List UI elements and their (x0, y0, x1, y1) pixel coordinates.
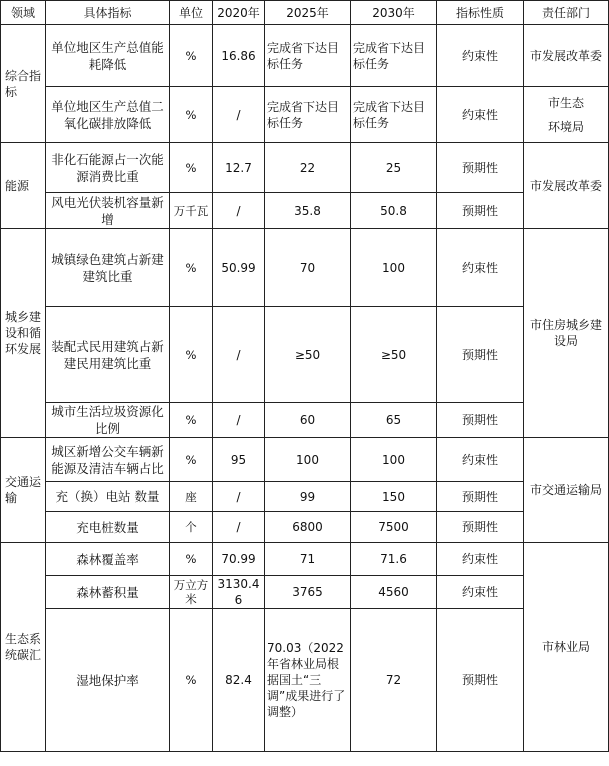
table-row (1, 25, 609, 87)
indicator-cell: 城市生活垃圾资源化比例 (46, 403, 170, 438)
value-2020: / (213, 512, 265, 543)
value-2020: 3130.46 (213, 576, 265, 609)
table-row (1, 576, 609, 609)
unit-cell: % (170, 543, 213, 576)
table-row (1, 87, 609, 143)
value-2025: 3765 (265, 576, 351, 609)
value-2020: 16.86 (213, 25, 265, 87)
unit-cell: % (170, 229, 213, 307)
dept-ndrc-1: 市发展改革委 (524, 25, 609, 87)
domain-comprehensive: 综合指标 (1, 25, 46, 143)
value-2020: / (213, 307, 265, 403)
value-2025: 71 (265, 543, 351, 576)
value-2020: / (213, 403, 265, 438)
value-2025: 99 (265, 482, 351, 512)
value-2020: 95 (213, 438, 265, 482)
header-nature: 指标性质 (437, 1, 524, 25)
nature-cell: 预期性 (437, 482, 524, 512)
table-row (1, 229, 609, 307)
unit-cell: % (170, 87, 213, 143)
value-2025: 6800 (265, 512, 351, 543)
dept-ndrc-2: 市发展改革委 (524, 143, 609, 229)
unit-cell: % (170, 307, 213, 403)
header-dept: 责任部门 (524, 1, 609, 25)
value-2025: ≥50 (265, 307, 351, 403)
nature-cell: 约束性 (437, 543, 524, 576)
value-2025: 完成省下达目标任务 (265, 87, 351, 143)
nature-cell: 约束性 (437, 229, 524, 307)
nature-cell: 约束性 (437, 25, 524, 87)
value-2030: 100 (351, 229, 437, 307)
indicator-cell: 森林蓄积量 (46, 576, 170, 609)
value-2025: 完成省下达目标任务 (265, 25, 351, 87)
indicator-cell: 非化石能源占一次能源消费比重 (46, 143, 170, 193)
table-row (1, 609, 609, 752)
header-unit: 单位 (170, 1, 213, 25)
value-2030: 150 (351, 482, 437, 512)
value-2025: 35.8 (265, 193, 351, 229)
domain-ecology: 生态系统碳汇 (1, 543, 46, 752)
indicator-cell: 单位地区生产总值二氧化碳排放降低 (46, 87, 170, 143)
nature-cell: 预期性 (437, 307, 524, 403)
dept-transport: 市交通运输局 (524, 438, 609, 543)
value-2030: 65 (351, 403, 437, 438)
dept-eco-env (524, 87, 609, 143)
table-row (1, 307, 609, 403)
header-row (1, 1, 609, 25)
dept-housing: 市住房城乡建设局 (524, 229, 609, 438)
unit-cell: % (170, 609, 213, 752)
value-2025: 70 (265, 229, 351, 307)
indicator-cell: 装配式民用建筑占新建民用建筑比重 (46, 307, 170, 403)
value-2020: 12.7 (213, 143, 265, 193)
value-2030: 完成省下达目标任务 (351, 25, 437, 87)
value-2020: 82.4 (213, 609, 265, 752)
table-row (1, 403, 609, 438)
unit-cell: % (170, 403, 213, 438)
value-2030: 50.8 (351, 193, 437, 229)
value-2020: / (213, 87, 265, 143)
header-2025: 2025年 (265, 1, 351, 25)
value-2020: 70.99 (213, 543, 265, 576)
unit-cell: 个 (170, 512, 213, 543)
nature-cell: 约束性 (437, 87, 524, 143)
nature-cell: 约束性 (437, 438, 524, 482)
nature-cell: 预期性 (437, 609, 524, 752)
value-2025: 100 (265, 438, 351, 482)
value-2030: 25 (351, 143, 437, 193)
table-row (1, 512, 609, 543)
nature-cell: 预期性 (437, 193, 524, 229)
header-2030: 2030年 (351, 1, 437, 25)
value-2030: 7500 (351, 512, 437, 543)
unit-cell: % (170, 25, 213, 87)
table-row (1, 543, 609, 576)
indicator-cell: 风电光伏装机容量新增 (46, 193, 170, 229)
value-2020: / (213, 193, 265, 229)
value-2025: 60 (265, 403, 351, 438)
dept-eco-env-line2: 环境局 (547, 119, 584, 134)
value-2020: 50.99 (213, 229, 265, 307)
value-2030: 71.6 (351, 543, 437, 576)
unit-cell: 万立方米 (170, 576, 213, 609)
value-2025: 22 (265, 143, 351, 193)
header-domain: 领域 (1, 1, 46, 25)
value-2030: 完成省下达目标任务 (351, 87, 437, 143)
unit-cell: 万千瓦 (170, 193, 213, 229)
indicator-cell: 充电桩数量 (46, 512, 170, 543)
nature-cell: 预期性 (437, 403, 524, 438)
domain-urban: 城乡建设和循环发展 (1, 229, 46, 438)
indicator-cell: 湿地保护率 (46, 609, 170, 752)
unit-cell: % (170, 143, 213, 193)
nature-cell: 预期性 (437, 143, 524, 193)
indicator-cell: 城镇绿色建筑占新建建筑比重 (46, 229, 170, 307)
domain-transport: 交通运输 (1, 438, 46, 543)
unit-cell: % (170, 438, 213, 482)
value-2030: ≥50 (351, 307, 437, 403)
header-indicator: 具体指标 (46, 1, 170, 25)
domain-energy: 能源 (1, 143, 46, 229)
value-2030: 100 (351, 438, 437, 482)
table-row (1, 482, 609, 512)
value-2020: / (213, 482, 265, 512)
unit-cell: 座 (170, 482, 213, 512)
value-2030: 72 (351, 609, 437, 752)
table-row (1, 143, 609, 193)
indicator-cell: 单位地区生产总值能耗降低 (46, 25, 170, 87)
indicator-cell: 城区新增公交车辆新能源及清洁车辆占比 (46, 438, 170, 482)
value-2025: 70.03（2022年省林业局根据国土“三调”成果进行了调整） (265, 609, 351, 752)
indicator-cell: 森林覆盖率 (46, 543, 170, 576)
value-2030: 4560 (351, 576, 437, 609)
table-row (1, 193, 609, 229)
table-row (1, 438, 609, 482)
nature-cell: 预期性 (437, 512, 524, 543)
indicator-cell: 充（换）电站 数量 (46, 482, 170, 512)
dept-eco-env-line1: 市生态 (547, 95, 584, 110)
header-2020: 2020年 (213, 1, 265, 25)
nature-cell: 约束性 (437, 576, 524, 609)
dept-forestry: 市林业局 (524, 543, 609, 752)
